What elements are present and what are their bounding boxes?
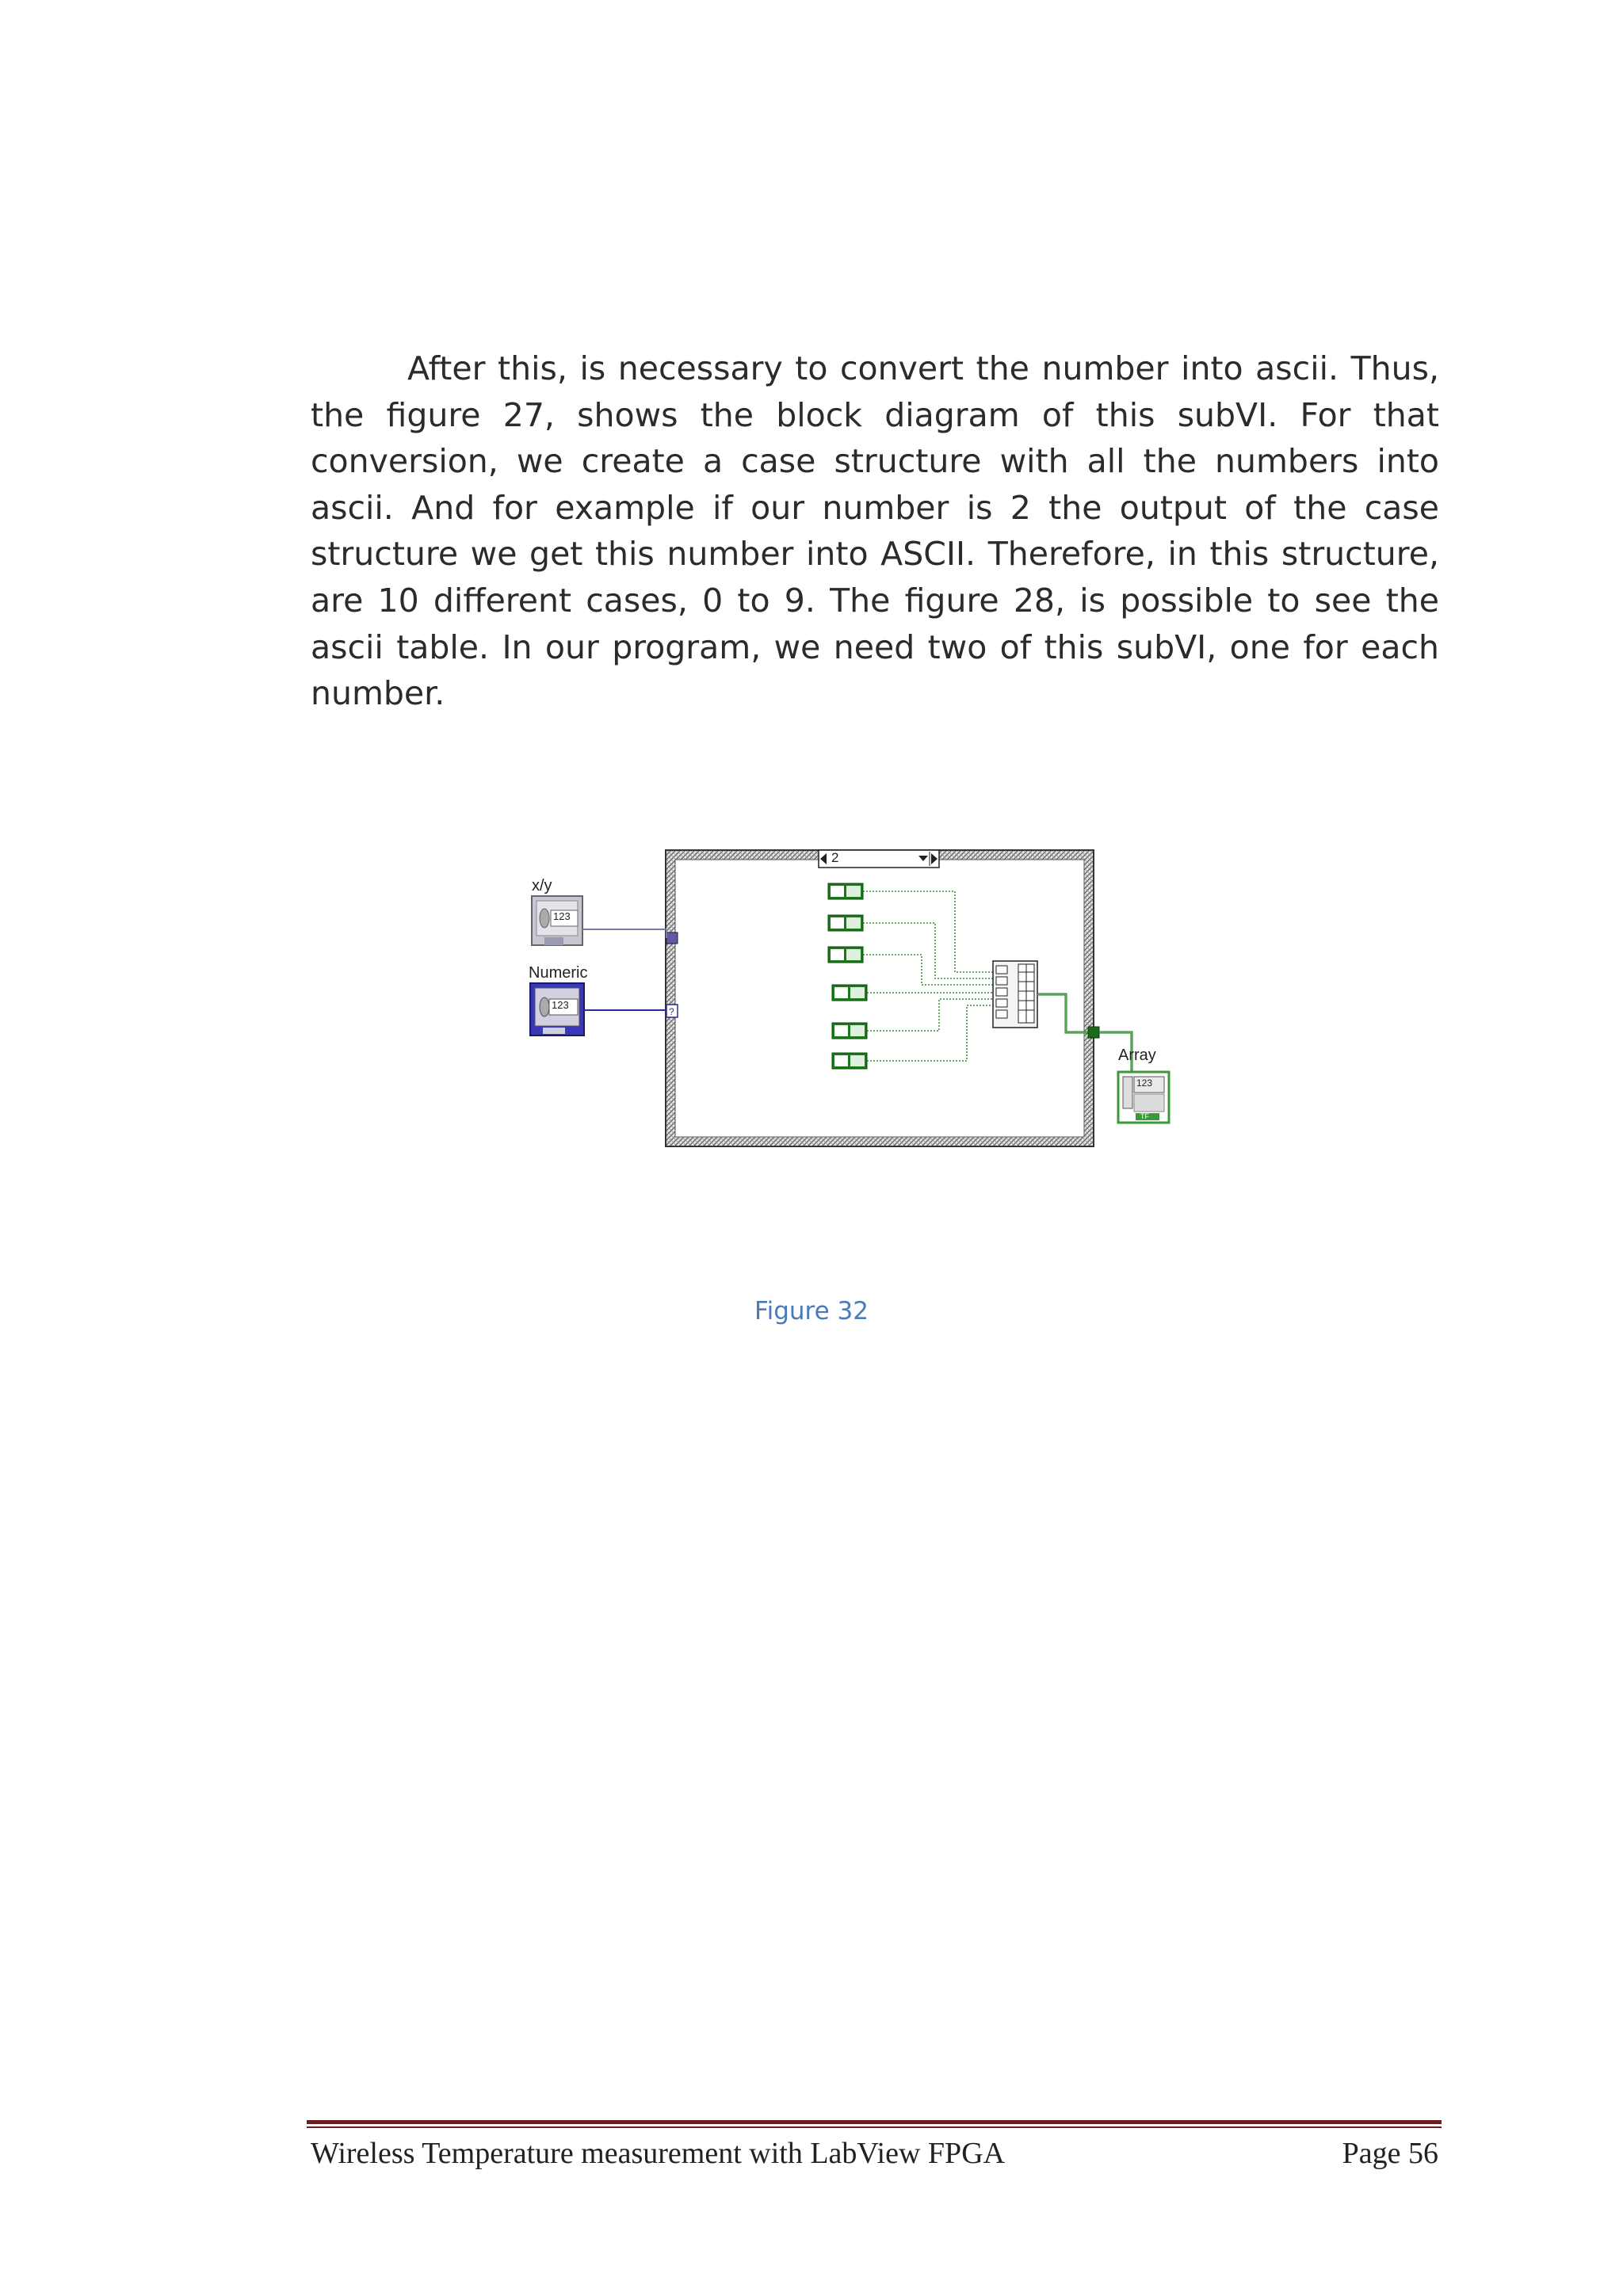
array-numeric-glyph: 123: [1136, 1077, 1153, 1089]
figure-caption: Figure 32: [754, 1297, 869, 1325]
page-number: Page 56: [1342, 2137, 1438, 2170]
numeric-numeric-glyph: 123: [552, 999, 569, 1011]
block-diagram-figure: [519, 836, 1177, 1153]
xy-numeric-glyph: 123: [553, 910, 571, 922]
array-tf-glyph: TF: [1140, 1112, 1149, 1120]
boolean-constant: [828, 883, 863, 899]
xy-label: x/y: [532, 877, 552, 894]
footer-rule: [307, 2120, 1442, 2124]
array-label: Array: [1118, 1047, 1156, 1064]
numeric-label: Numeric: [529, 964, 588, 982]
footer-title: Wireless Temperature measurement with LabView FPGA: [311, 2137, 1006, 2170]
boolean-constant: [832, 1053, 867, 1069]
tunnel-array: [1088, 1027, 1099, 1038]
boolean-constant: [828, 915, 863, 931]
boolean-constant: [832, 1023, 867, 1039]
case-selector-value: 2: [831, 850, 839, 865]
build-array-node: [993, 961, 1037, 1028]
boolean-constant: [828, 947, 863, 963]
block-diagram-canvas: [519, 836, 1177, 1153]
svg-text:?: ?: [669, 1006, 674, 1017]
boolean-constant: [832, 985, 867, 1001]
tunnel-xy: [666, 933, 678, 944]
body-paragraph: After this, is necessary to convert the number into ascii. Thus, the figure 27, shows the block diagram of this subVI. For that conversion, we create a case structure with all the numbers into ascii. And for example if our number is 2 the output of the case structure we get this number into ASCII. Therefore, in this structure, are 10 different cases, 0 to 9. The figure 28, is possible to see the ascii table. In our program, we need two of this subVI, one for each number.: [311, 349, 1439, 713]
footer-rule-thin: [307, 2126, 1442, 2128]
